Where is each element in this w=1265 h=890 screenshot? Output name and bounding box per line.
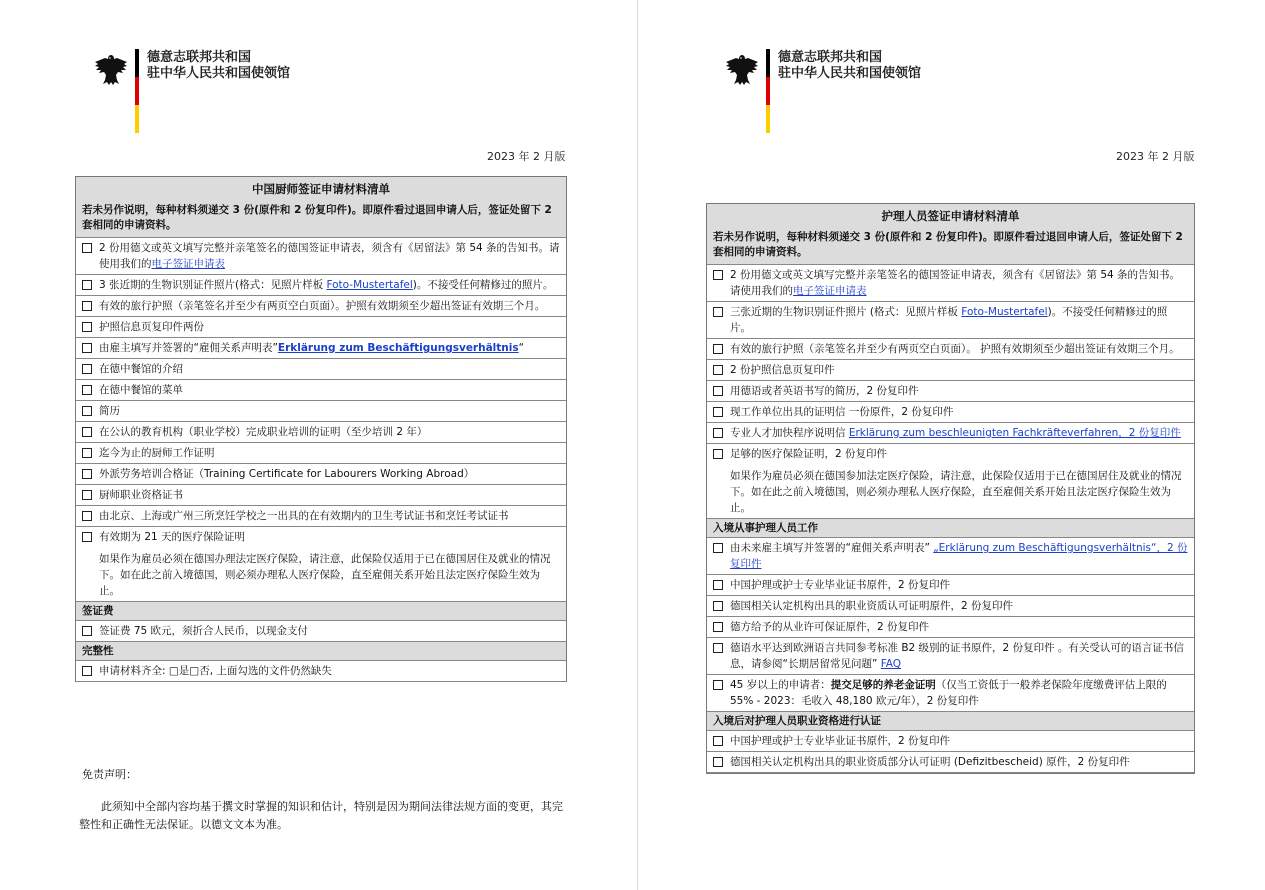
embassy-name-line2: 驻中华人民共和国使领馆 [147,66,291,81]
disclaimer [79,766,572,834]
list-item [707,402,1194,423]
item-text-main: 由雇主填写并签署的“雇佣关系声明表” [99,342,278,354]
right-document-page [640,0,1265,890]
checklist-header [76,177,566,238]
checkbox[interactable] [713,680,723,690]
item-text-main: 由未来雇主填写并签署的“雇佣关系声明表” [730,542,934,554]
item-text-main: 德方给予的从业许可保证原件，2 份复印件 [730,621,930,633]
list-item [76,380,566,401]
embassy-name [778,50,921,82]
item-text [99,445,560,461]
item-text-main: 三张近期的生物识别证件照片 (格式：见照片样板 [730,306,962,318]
checkbox[interactable] [713,307,723,317]
item-text-main: 德语水平达到欧洲语言共同参考标准 B2 级别的证书原件，2 份复印件 。有关受认可的语言证书信息，请参阅“长期居留常见问题” [730,642,1184,670]
list-item [76,422,566,443]
item-text [730,425,1188,441]
item-text-after: )。不接受任何精修过的照片。 [730,306,1168,334]
list-item [76,359,566,380]
item-link[interactable]: FAQ [880,658,902,670]
item-text [730,267,1188,299]
list-item [76,485,566,506]
item-link[interactable]: „Erklärung zum Beschäftigungsverhältnis“，2 份复印件 [730,542,1188,570]
nurse-checklist [706,203,1195,774]
checkbox[interactable] [82,469,92,479]
list-item [76,464,566,485]
item-text-main: 在德中餐馆的菜单 [99,384,183,396]
german-flag-bar [135,49,139,133]
list-item [76,661,566,682]
flag-red [135,77,139,105]
federal-eagle-icon [725,53,759,87]
checkbox[interactable] [713,543,723,553]
checkbox[interactable] [713,643,723,653]
list-item [707,617,1194,638]
item-text-main: 有效的旅行护照（亲笔签名并至少有两页空白页面）。 护照有效期须至少超出签证有效期三个月。 [730,343,1180,355]
embassy-name-line2: 驻中华人民共和国使领馆 [778,66,922,81]
item-text [99,487,560,503]
item-text-main: 中国护理或护士专业毕业证书原件，2 份复印件 [730,579,951,591]
checkbox[interactable] [82,406,92,416]
item-text-main: 2 份护照信息页复印件 [730,364,835,376]
list-item [707,302,1194,339]
item-text [730,362,1188,378]
item-text-main: 足够的医疗保险证明，2 份复印件 [730,448,888,460]
item-text-main: 45 岁以上的申请者： [730,679,831,691]
list-item [707,265,1194,302]
checkbox[interactable] [713,386,723,396]
item-note: 如果作为雇员必须在德国办理法定医疗保险，请注意，此保险仅适用于已在德国居住及就业的情况下。如在此之前入境德国，则必须办理私人医疗保险，直至雇佣关系开始且法定医疗保险生效为止。 [99,553,551,597]
checkbox[interactable] [713,580,723,590]
section-completeness: 完整性 [76,642,566,661]
item-link[interactable]: Foto-Mustertafel [961,306,1048,318]
item-text-main: 现工作单位出具的证明信 一份原件，2 份复印件 [730,406,954,418]
item-text-main: 在德中餐馆的介绍 [99,363,183,375]
item-text [99,403,560,419]
flag-gold [135,105,139,133]
checkbox[interactable] [713,736,723,746]
item-text [730,677,1188,709]
item-text-main: 专业人才加快程序说明信 [730,427,849,439]
item-text [99,361,560,377]
checkbox[interactable] [82,364,92,374]
list-item [707,360,1194,381]
item-text [99,466,560,482]
item-text-main: 在公认的教育机构（职业学校）完成职业培训的证明（至少培训 2 年） [99,426,428,438]
checklist-header [707,204,1194,265]
list-item [76,527,566,602]
item-text [730,577,1188,593]
disclaimer-body: 此须知中全部内容均基于撰文时掌握的知识和估计，特别是因为期间法律法规方面的变更，其完整性和正确性无法保证。以德文文本为准。 [79,800,563,831]
list-item [76,338,566,359]
checkbox[interactable] [82,666,92,676]
item-text [730,640,1188,672]
item-text-main: 有效的旅行护照（亲笔签名并至少有两页空白页面）。护照有效期须至少超出签证有效期三个月。 [99,300,546,312]
item-text-main: 迄今为止的厨师工作证明 [99,447,215,459]
embassy-name-line1: 德意志联邦共和国 [778,50,883,65]
checkbox[interactable] [713,449,723,459]
item-text [99,424,560,440]
checkbox[interactable] [82,301,92,311]
item-text [99,529,560,599]
item-text [730,598,1188,614]
item-text-main: 外派劳务培训合格证（Training Certificate for Labourers Working Abroad） [99,468,475,480]
checkbox[interactable] [713,344,723,354]
item-text-after: “ [518,342,525,354]
list-item [707,444,1194,519]
checkbox[interactable] [713,601,723,611]
embassy-name [147,50,290,82]
checkbox[interactable] [713,757,723,767]
list-item [707,731,1194,752]
flag-black [135,49,139,77]
chef-checklist [75,176,567,682]
checkbox[interactable] [82,626,92,636]
item-text: 申请材料齐全: □是□否, 上面勾选的文件仍然缺失 [99,665,332,677]
item-text [730,304,1188,336]
item-link[interactable]: Erklärung zum beschleunigten Fachkräfteverfahren，2 份复印件 [848,427,1181,439]
item-link[interactable]: 电子签证申请表 [793,285,867,297]
page-divider [637,0,638,890]
german-flag-bar [766,49,770,133]
item-text [99,382,560,398]
item-text-main: 德国相关认定机构出具的职业资质部分认可证明 (Defizitbescheid) 原件，2 份复印件 [730,756,1130,768]
item-text-after: （仅当工资低于一般养老保险年度缴费评估上限的 55% - 2023：毛收入 48,180 欧元/年），2 份复印件 [730,679,1167,707]
item-text-main: 护照信息页复印件两份 [99,321,204,333]
checklist-intro: 若未另作说明，每种材料须递交 3 份(原件和 2 份复印件)。即原件看过退回申请人后，签证处留下 2 套相同的申请资料。 [82,204,552,231]
item-link[interactable]: 电子签证申请表 [151,258,225,270]
list-item [707,752,1194,773]
item-text [99,277,560,293]
item-text-main: 2 份用德文或英文填写完整并亲笔签名的德国签证申请表，须含有《居留法》第 54 条的告知书。请使用我们的 [730,269,1181,297]
item-text-main: 由北京、上海或广州三所烹饪学校之一出具的在有效期内的卫生考试证书和烹饪考试证书 [99,510,509,522]
disclaimer-title: 免责声明： [82,768,137,781]
checkbox[interactable] [82,448,92,458]
list-item [707,538,1194,575]
section-work-entry: 入境从事护理人员工作 [707,519,1194,538]
item-text-main: 厨师职业资格证书 [99,489,183,501]
item-text-bold: 提交足够的养老金证明 [830,679,936,691]
item-note: 如果作为雇员必须在德国参加法定医疗保险，请注意，此保险仅适用于已在德国居住及就业的情况下。如在此之前入境德国，则必须办理私人医疗保险，直至雇佣关系开始且法定医疗保险生效为止。 [730,470,1182,514]
list-item [707,423,1194,444]
flag-red [766,77,770,105]
checklist-title: 护理人员签证申请材料清单 [881,209,1020,223]
item-text [730,619,1188,635]
list-item [76,296,566,317]
checkbox[interactable] [82,427,92,437]
checkbox[interactable] [713,270,723,280]
list-item [707,339,1194,360]
item-text [730,404,1188,420]
checkbox[interactable] [82,385,92,395]
checklist-intro: 若未另作说明，每种材料须递交 3 份(原件和 2 份复印件)。即原件看过退回申请人后，签证处留下 2 套相同的申请资料。 [713,231,1183,258]
section-visa-fee: 签证费 [76,602,566,621]
item-text [730,341,1188,357]
list-item [76,238,566,275]
embassy-logo [725,49,945,139]
list-item [707,575,1194,596]
checkbox[interactable] [82,532,92,542]
item-text [730,733,1188,749]
list-item [76,317,566,338]
list-item [76,506,566,527]
list-item [707,596,1194,617]
item-text [730,383,1188,399]
checkbox[interactable] [713,428,723,438]
item-text-main: 简历 [99,405,120,417]
item-text [99,298,560,314]
checkbox[interactable] [713,622,723,632]
embassy-logo [94,49,314,139]
list-item [76,401,566,422]
item-text [730,540,1188,572]
item-text: 签证费 75 欧元，须折合人民币，以现金支付 [99,625,309,637]
list-item [707,638,1194,675]
item-link[interactable]: Foto-Mustertafel [326,279,413,291]
item-text-main: 德国相关认定机构出具的职业资质认可证明原件，2 份复印件 [730,600,1014,612]
item-text-main: 3 张近期的生物识别证件照片(格式：见照片样板 [99,279,327,291]
checkbox[interactable] [82,511,92,521]
version-label: 2023 年 2 月版 [487,150,566,163]
item-text [99,508,560,524]
item-text-main: 有效期为 21 天的医疗保险证明 [99,531,246,543]
section-recognition: 入境后对护理人员职业资格进行认证 [707,712,1194,731]
item-text-main: 2 份用德文或英文填写完整并亲笔签名的德国签证申请表，须含有《居留法》第 54 条的告知书。请使用我们的 [99,242,560,270]
checkbox[interactable] [82,280,92,290]
checkbox[interactable] [82,322,92,332]
list-item [76,621,566,642]
item-text-main: 用德语或者英语书写的简历，2 份复印件 [730,385,919,397]
checkbox[interactable] [713,365,723,375]
checkbox[interactable] [713,407,723,417]
item-text [730,446,1188,516]
flag-black [766,49,770,77]
item-text [99,240,560,272]
item-text [730,754,1188,770]
flag-gold [766,105,770,133]
list-item [707,381,1194,402]
list-item [707,675,1194,712]
list-item [76,275,566,296]
item-text [99,319,560,335]
federal-eagle-icon [94,53,128,87]
checklist-title: 中国厨师签证申请材料清单 [252,182,390,196]
checkbox[interactable] [82,343,92,353]
list-item [76,443,566,464]
item-text-after: )。不接受任何精修过的照片。 [412,279,554,291]
embassy-name-line1: 德意志联邦共和国 [147,50,252,65]
item-text [99,340,560,356]
item-text-main: 中国护理或护士专业毕业证书原件，2 份复印件 [730,735,951,747]
version-label: 2023 年 2 月版 [1116,150,1195,163]
item-link[interactable]: Erklärung zum Beschäftigungsverhältnis [277,342,519,354]
checkbox[interactable] [82,490,92,500]
checkbox[interactable] [82,243,92,253]
